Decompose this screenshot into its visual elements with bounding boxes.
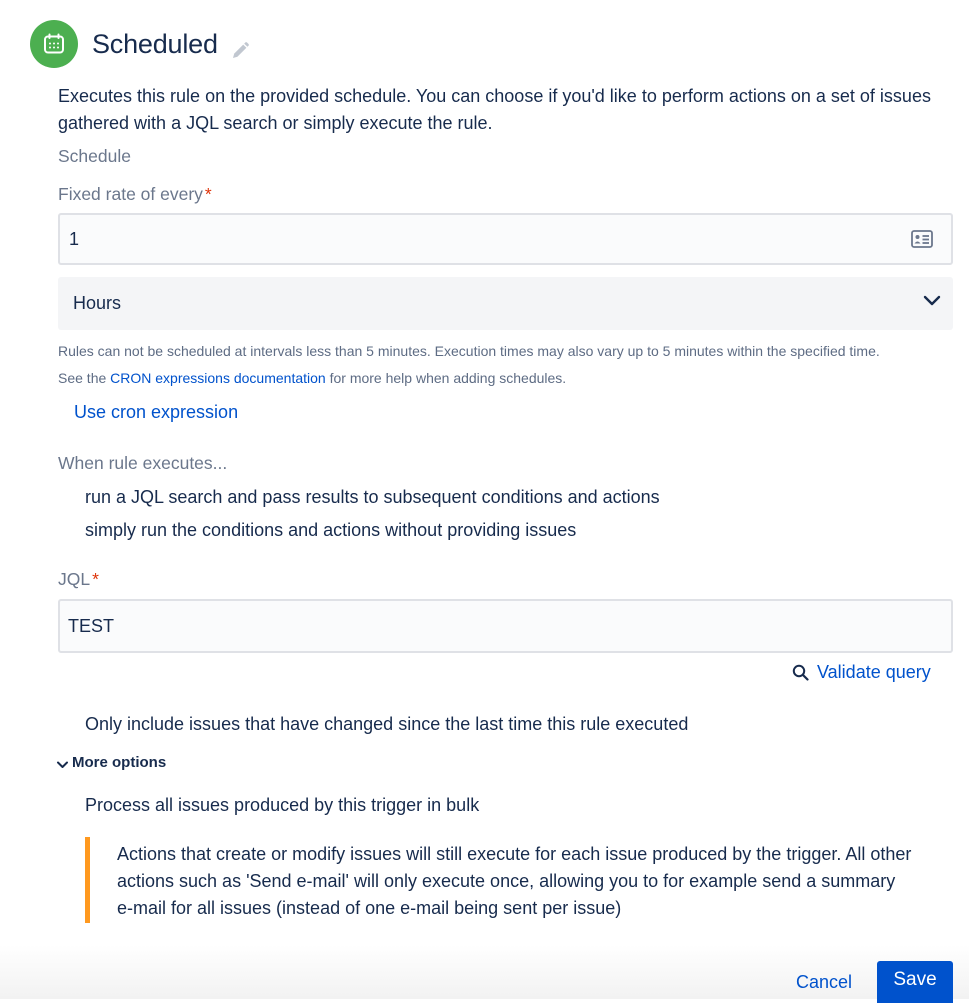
cancel-button[interactable]: Cancel <box>796 972 853 992</box>
jql-input[interactable] <box>58 599 953 653</box>
schedule-section-label: Schedule <box>58 146 131 166</box>
unit-selected-value: Hours <box>73 293 122 313</box>
save-button[interactable]: Save <box>877 961 953 1003</box>
fixed-rate-value: 1 <box>69 228 80 249</box>
more-options-toggle[interactable] <box>56 754 166 771</box>
jql-label <box>58 569 99 590</box>
execution-option-jql[interactable]: run a JQL search and pass results to subsequent conditions and actions <box>85 487 660 507</box>
required-marker: * <box>92 569 99 589</box>
page-title: Scheduled <box>92 28 218 59</box>
help-see-text: See the <box>58 370 111 386</box>
cron-docs-link[interactable]: CRON expressions documentation <box>110 370 326 386</box>
execution-label: When rule executes... <box>58 453 228 473</box>
fixed-rate-label-text: Fixed rate of every <box>58 184 203 204</box>
schedule-help-link-line <box>58 370 958 386</box>
validate-query-button[interactable] <box>792 662 931 683</box>
fixed-rate-input[interactable] <box>58 213 953 265</box>
trigger-description: Executes this rule on the provided schedule. You can choose if you'd like to perform actions on a set of issues gathered with a JQL search or simply execute the rule. <box>58 86 931 133</box>
bulk-info-text: Actions that create or modify issues will still execute for each issue produced by the trigger. All other actions such as 'Send e-mail' will only execute once, allowing you to for example send a summary e-mail for all issues (instead of one e-mail being sent per issue) <box>117 844 912 918</box>
validate-query-label: Validate query <box>817 662 931 682</box>
help-tail-text: for more help when adding schedules. <box>325 370 567 386</box>
search-icon <box>792 664 809 681</box>
jql-value: TEST <box>68 615 115 636</box>
only-changed-option[interactable]: Only include issues that have changed since the last time this rule executed <box>85 714 689 734</box>
more-options-label: More options <box>72 754 167 771</box>
execution-option-simple[interactable]: simply run the conditions and actions without providing issues <box>85 520 577 540</box>
calendar-icon <box>30 20 78 68</box>
trigger-header <box>30 20 250 68</box>
chevron-down-icon <box>56 760 69 770</box>
jql-label-text: JQL <box>58 569 91 589</box>
fixed-rate-label <box>58 184 212 205</box>
unit-select[interactable] <box>58 277 953 330</box>
bulk-process-option[interactable]: Process all issues produced by this trigger in bulk <box>85 795 480 815</box>
pencil-icon[interactable] <box>230 41 250 61</box>
schedule-help-text: Rules can not be scheduled at intervals less than 5 minutes. Execution times may also vary up to 5 minutes within the specified time. <box>58 343 880 359</box>
chevron-down-icon <box>923 294 941 308</box>
contact-card-icon <box>911 230 933 248</box>
use-cron-expression-link[interactable]: Use cron expression <box>74 402 239 422</box>
required-marker: * <box>204 184 212 204</box>
bulk-info-note <box>85 837 915 923</box>
